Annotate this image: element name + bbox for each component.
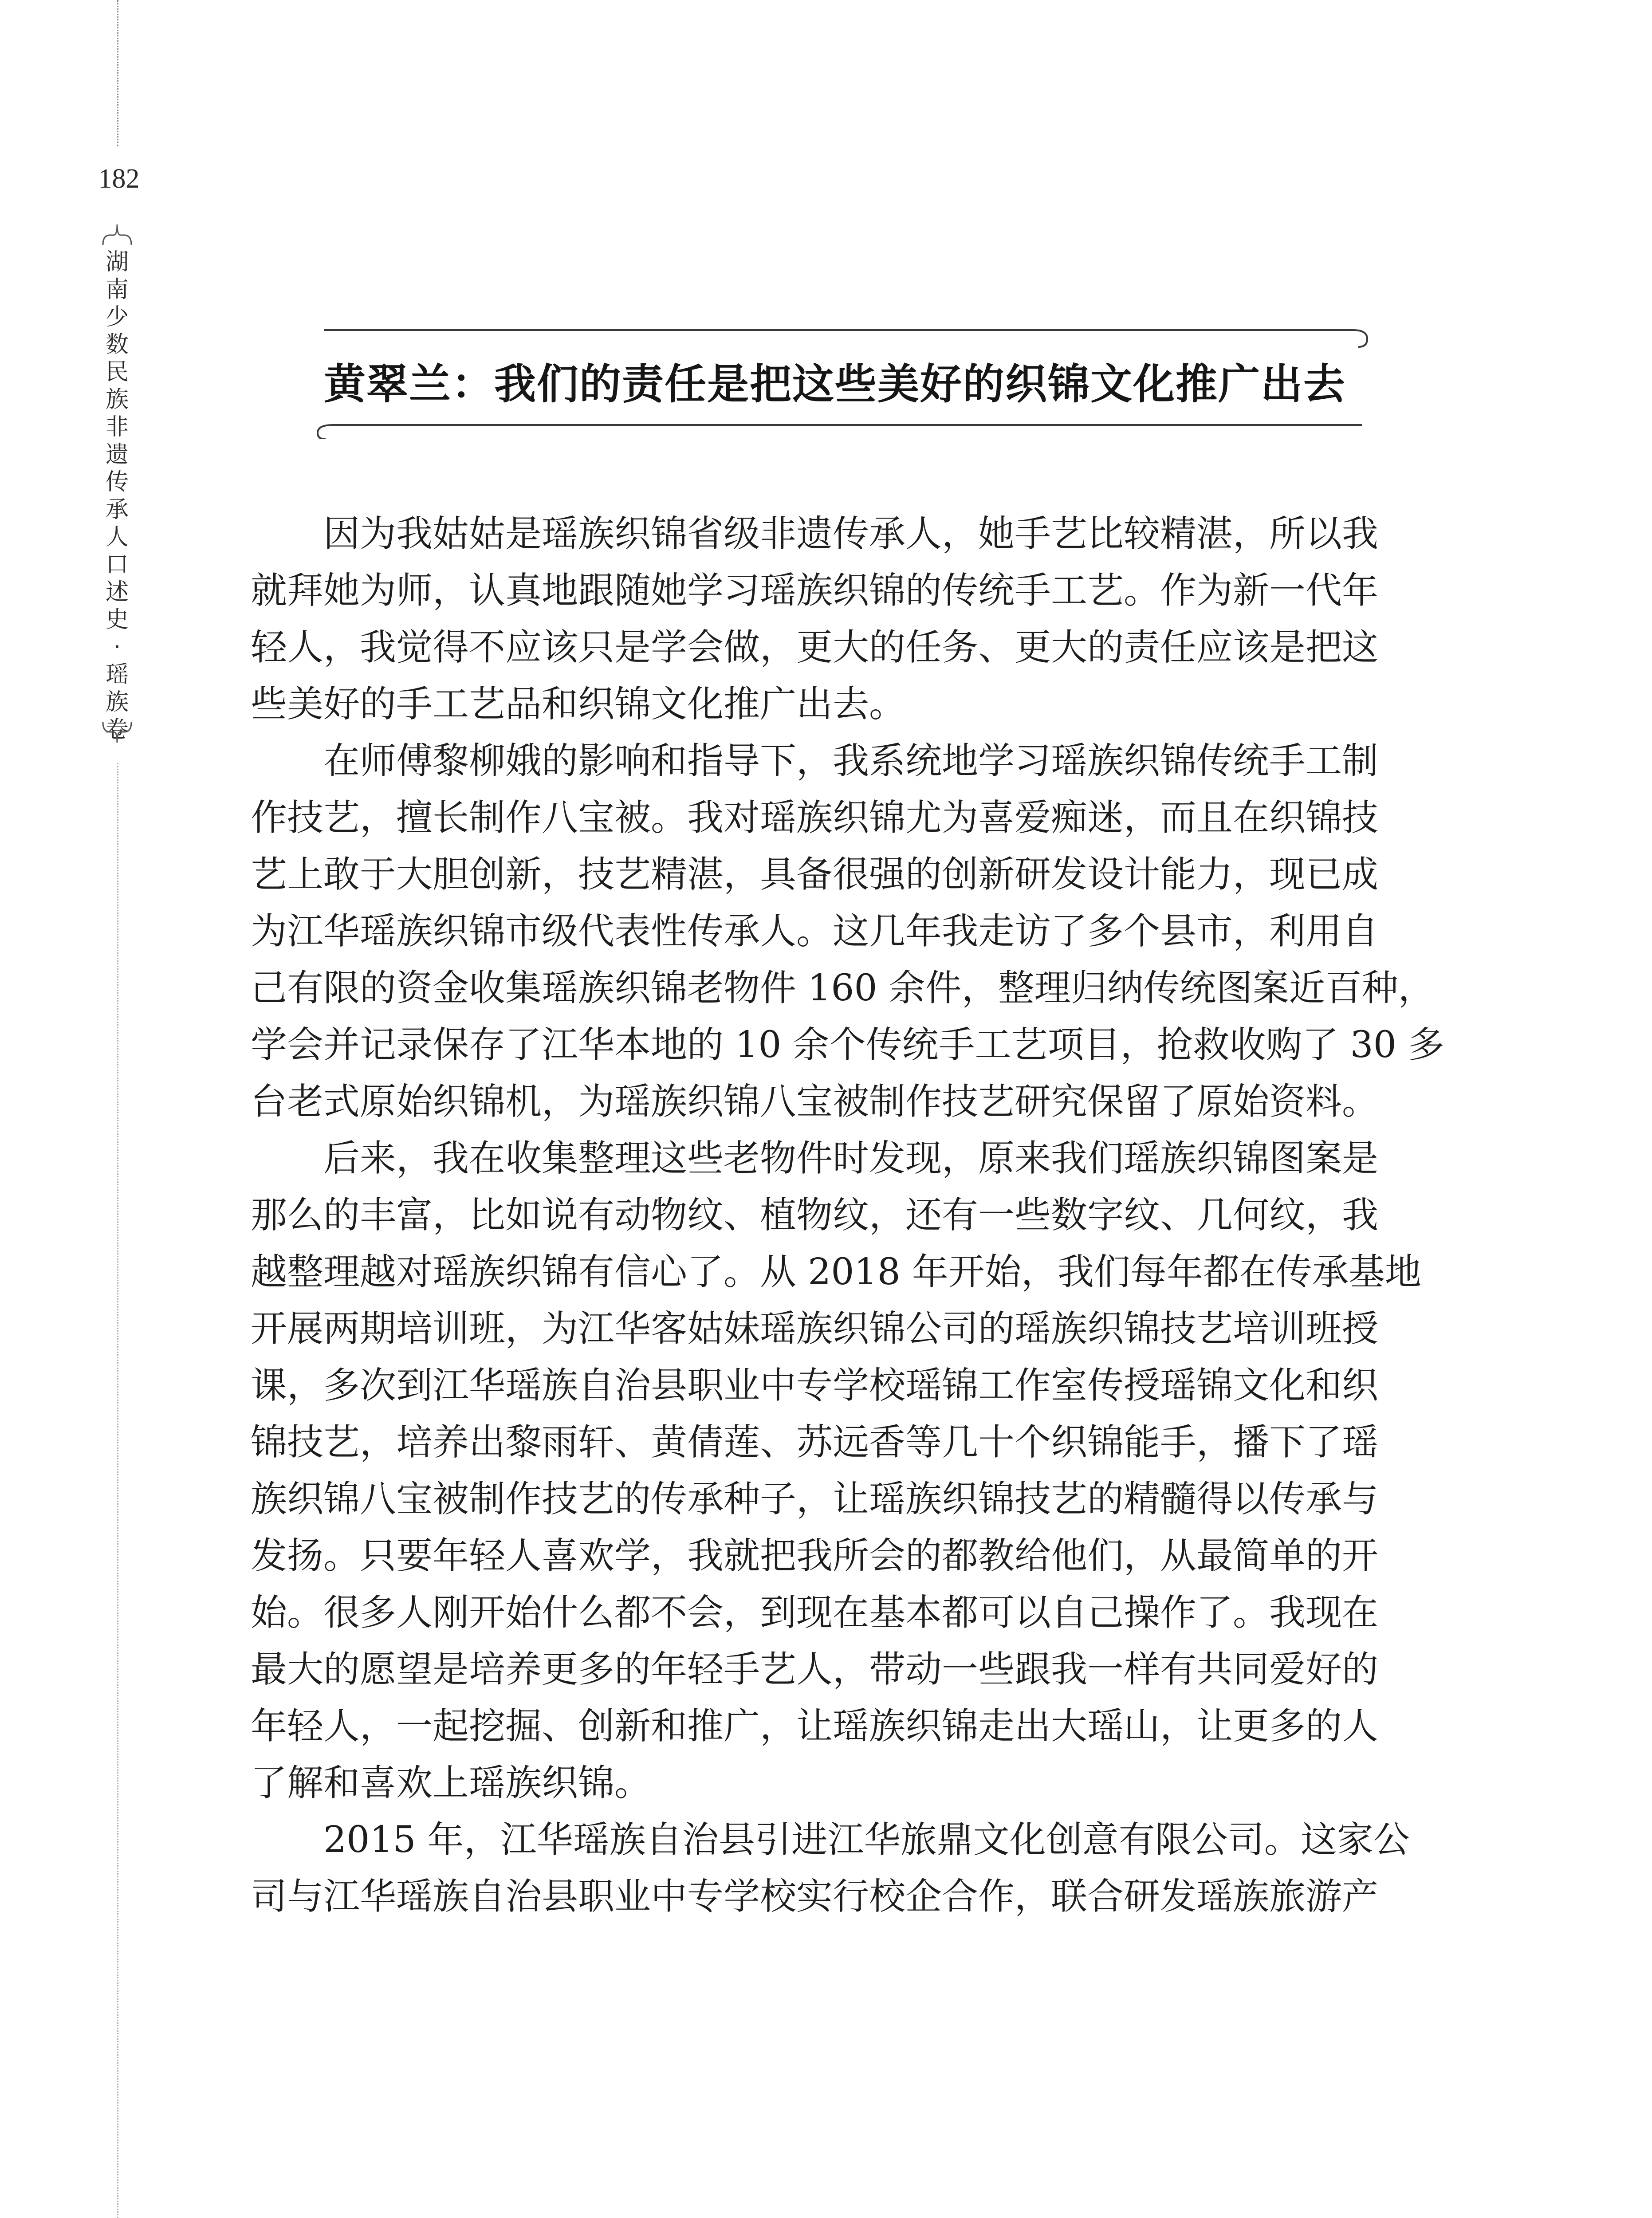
paragraph <box>251 1130 1431 1812</box>
running-title-char: 人 <box>105 524 129 551</box>
text-line: 年轻人，一起挖掘、创新和推广，让瑶族织锦走出大瑶山，让更多的人 <box>251 1705 1379 1747</box>
text-line: 些美好的手工艺品和织锦文化推广出去。 <box>251 683 906 725</box>
text-line: 作技艺，擅长制作八宝被。我对瑶族织锦尤为喜爱痴迷，而且在织锦技 <box>251 797 1379 839</box>
body-text <box>251 506 1444 1925</box>
text-line: 因为我姑姑是瑶族织锦省级非遗传承人，她手艺比较精湛，所以我 <box>251 513 1379 555</box>
running-title-char: 湖 <box>105 249 129 275</box>
running-title-char: 史 <box>105 606 129 633</box>
text-line: 司与江华瑶族自治县职业中专学校实行校企合作，联合研发瑶族旅游产 <box>251 1876 1379 1918</box>
text-line: 最大的愿望是培养更多的年轻手艺人，带动一些跟我一样有共同爱好的 <box>251 1648 1379 1691</box>
running-title-char: · <box>113 634 121 661</box>
text-line: 就拜她为师，认真地跟随她学习瑶族织锦的传统手工艺。作为新一代年 <box>251 570 1379 612</box>
margin-dotted-rule-bottom <box>117 763 118 2218</box>
text-line: 为江华瑶族织锦市级代表性传承人。这几年我走访了多个县市，利用自 <box>251 910 1379 952</box>
margin-dotted-rule-top <box>117 0 118 146</box>
running-title-char: 口 <box>105 551 129 578</box>
text-line: 越整理越对瑶族织锦有信心了。从 2018 年开始，我们每年都在传承基地 <box>251 1251 1421 1293</box>
text-line: 那么的丰富，比如说有动物纹、植物纹，还有一些数字纹、几何纹，我 <box>251 1194 1379 1236</box>
running-title-char: 承 <box>105 496 129 523</box>
running-title-bracket-bottom <box>100 719 134 745</box>
text-line: 始。很多人刚开始什么都不会，到现在基本都可以自己操作了。我现在 <box>251 1592 1379 1634</box>
running-title-char: 述 <box>105 579 129 606</box>
paragraph <box>251 733 1444 1130</box>
running-title-char: 传 <box>105 469 129 496</box>
text-line: 学会并记录保存了江华本地的 10 余个传统手工艺项目，抢救收购了 30 多 <box>251 1024 1444 1066</box>
text-line: 己有限的资金收集瑶族织锦老物件 160 余件，整理归纳传统图案近百种， <box>251 967 1435 1009</box>
text-line: 锦技艺，培养出黎雨轩、黄倩莲、苏远香等几十个织锦能手，播下了瑶 <box>251 1421 1379 1463</box>
running-title-char: 瑶 <box>105 661 129 688</box>
paragraph <box>251 1812 1431 1925</box>
running-title-char: 数 <box>105 331 129 358</box>
running-title-char: 少 <box>105 304 129 330</box>
running-title-vertical <box>101 248 133 743</box>
text-line: 族织锦八宝被制作技艺的传承种子，让瑶族织锦技艺的精髓得以传承与 <box>251 1478 1379 1520</box>
chapter-title: 黄翠兰：我们的责任是把这些美好的织锦文化推广出去 <box>324 360 1346 409</box>
text-line: 台老式原始织锦机，为瑶族织锦八宝被制作技艺研究保留了原始资料。 <box>251 1081 1379 1123</box>
running-title-char: 非 <box>105 414 129 440</box>
text-line: 轻人，我觉得不应该只是学会做，更大的任务、更大的责任应该是把这 <box>251 626 1379 669</box>
running-title-char: 族 <box>105 689 129 716</box>
paragraph <box>251 506 1431 733</box>
text-line: 课，多次到江华瑶族自治县职业中专学校瑶锦工作室传授瑶锦文化和织 <box>251 1365 1379 1407</box>
running-title-char: 南 <box>105 276 129 303</box>
text-line: 在师傅黎柳娥的影响和指导下，我系统地学习瑶族织锦传统手工制 <box>251 740 1379 782</box>
text-line: 后来，我在收集整理这些老物件时发现，原来我们瑶族织锦图案是 <box>251 1137 1379 1180</box>
text-line: 2015 年，江华瑶族自治县引进江华旅鼎文化创意有限公司。这家公 <box>251 1819 1410 1861</box>
text-line: 发扬。只要年轻人喜欢学，我就把我所会的都教给他们，从最简单的开 <box>251 1535 1379 1577</box>
page-number: 182 <box>98 164 140 194</box>
text-line: 开展两期培训班，为江华客姑妹瑶族织锦公司的瑶族织锦技艺培训班授 <box>251 1308 1379 1350</box>
text-line: 艺上敢于大胆创新，技艺精湛，具备很强的创新研发设计能力，现已成 <box>251 853 1379 896</box>
running-title-char: 遗 <box>105 441 129 468</box>
running-title-char: 族 <box>105 386 129 413</box>
running-title-char: 民 <box>105 359 129 385</box>
running-title-char: 卷 <box>105 716 129 743</box>
running-title-bracket-top <box>100 222 134 248</box>
text-line: 了解和喜欢上瑶族织锦。 <box>251 1762 651 1804</box>
